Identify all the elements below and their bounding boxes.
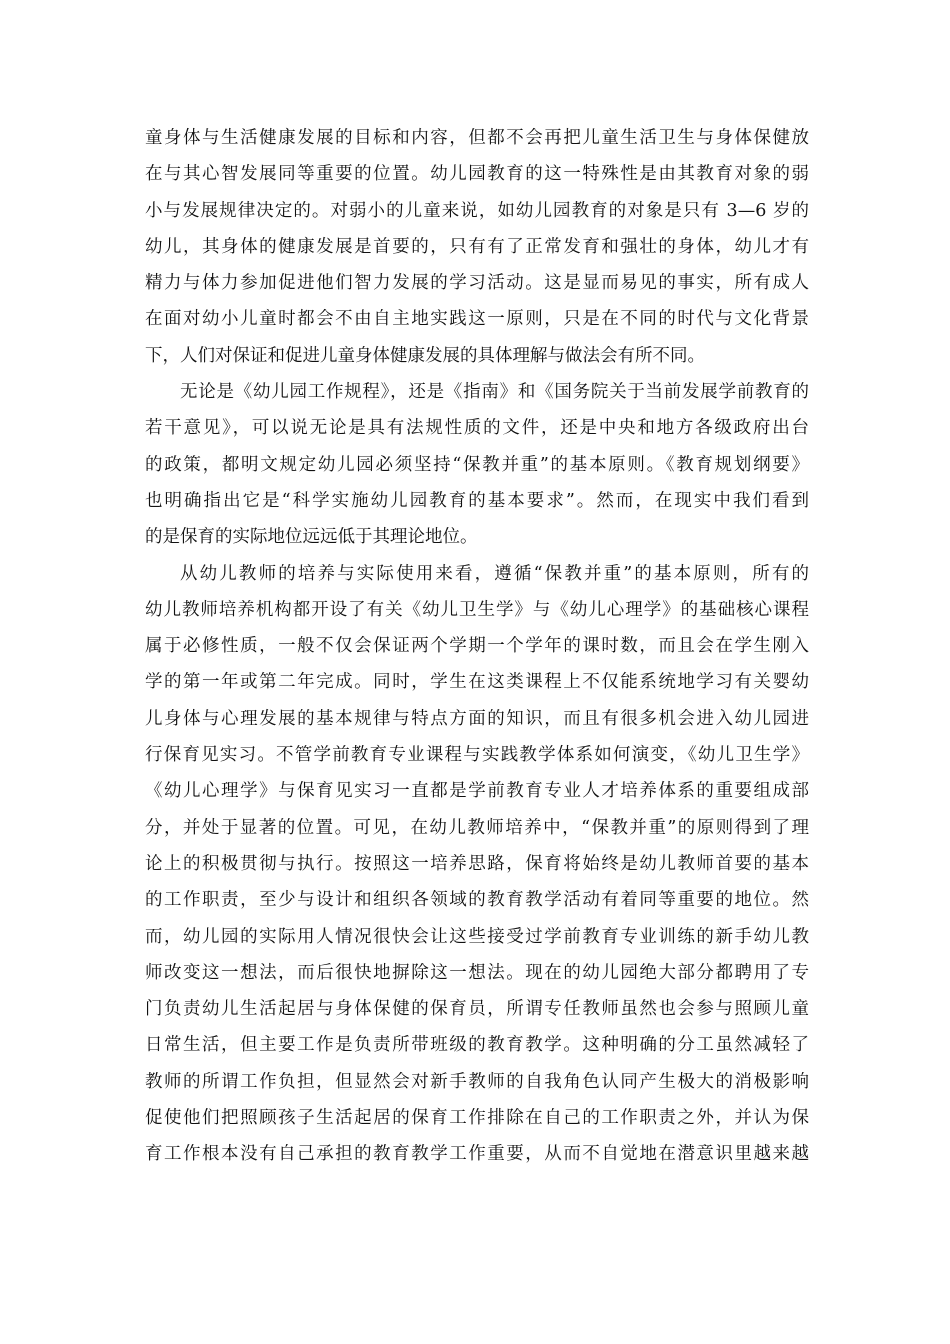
text-line: 在面对幼小儿童时都会不由自主地实践这一原则，只是在不同的时代与文化背景 xyxy=(145,309,809,330)
body-text xyxy=(145,120,809,1173)
text-line: 促使他们把照顾孩子生活起居的保育工作排除在自己的工作职责之外，并认为保 xyxy=(145,1108,809,1129)
text-line: 下，人们对保证和促进儿童身体健康发展的具体理解与做法会有所不同。 xyxy=(145,345,705,366)
text-line: 精力与体力参加促进他们智力发展的学习活动。这是显而易见的事实，所有成人 xyxy=(145,273,809,294)
text-line: 师改变这一想法，而后很快地摒除这一想法。现在的幼儿园绝大部分都聘用了专 xyxy=(145,962,809,983)
text-line: 的工作职责，至少与设计和组织各领域的教育教学活动有着同等重要的地位。然 xyxy=(145,890,809,911)
text-line: 幼儿，其身体的健康发展是首要的，只有有了正常发育和强壮的身体，幼儿才有 xyxy=(145,236,809,257)
text-line: 分，并处于显著的位置。可见，在幼儿教师培养中，“保教并重”的原则得到了理 xyxy=(145,817,809,838)
text-line: 论上的积极贯彻与执行。按照这一培养思路，保育将始终是幼儿教师首要的基本 xyxy=(145,853,809,874)
text-line: 门负责幼儿生活起居与身体保健的保育员，所谓专任教师虽然也会参与照顾儿童 xyxy=(145,999,809,1020)
text-line: 儿身体与心理发展的基本规律与特点方面的知识，而且有很多机会进入幼儿园进 xyxy=(145,708,809,729)
text-line: 无论是《幼儿园工作规程》，还是《指南》和《国务院关于当前发展学前教育的 xyxy=(180,382,809,403)
text-line: 幼儿教师培养机构都开设了有关《幼儿卫生学》与《幼儿心理学》的基础核心课程 xyxy=(145,599,809,620)
text-line: 行保育见实习。不管学前教育专业课程与实践教学体系如何演变，《幼儿卫生学》 xyxy=(145,745,809,766)
text-line: 属于必修性质，一般不仅会保证两个学期一个学年的课时数，而且会在学生刚入 xyxy=(145,636,809,657)
text-line: 的政策，都明文规定幼儿园必须坚持“保教并重”的基本原则。《教育规划纲要》 xyxy=(145,454,809,475)
text-line: 若干意见》，可以说无论是具有法规性质的文件，还是中央和地方各级政府出台 xyxy=(145,418,809,439)
text-line: 小与发展规律决定的。对弱小的儿童来说，如幼儿园教育的对象是只有 3—6 岁的 xyxy=(145,200,809,221)
text-line: 育工作根本没有自己承担的教育教学工作重要，从而不自觉地在潜意识里越来越 xyxy=(145,1144,809,1165)
text-line: 教师的所谓工作负担，但显然会对新手教师的自我角色认同产生极大的消极影响 xyxy=(145,1071,809,1092)
text-line: 日常生活，但主要工作是负责所带班级的教育教学。这种明确的分工虽然减轻了 xyxy=(145,1035,809,1056)
text-line: 童身体与生活健康发展的目标和内容，但都不会再把儿童生活卫生与身体保健放 xyxy=(145,128,809,148)
text-line: 从幼儿教师的培养与实际使用来看，遵循“保教并重”的基本原则，所有的 xyxy=(180,563,809,584)
text-line: 也明确指出它是“科学实施幼儿园教育的基本要求”。然而，在现实中我们看到 xyxy=(145,490,809,511)
text-line: 学的第一年或第二年完成。同时，学生在这类课程上不仅能系统地学习有关婴幼 xyxy=(145,672,809,693)
text-line: 《幼儿心理学》与保育见实习一直都是学前教育专业人才培养体系的重要组成部 xyxy=(145,781,809,802)
text-line: 在与其心智发展同等重要的位置。幼儿园教育的这一特殊性是由其教育对象的弱 xyxy=(145,164,809,185)
text-line: 而，幼儿园的实际用人情况很快会让这些接受过学前教育专业训练的新手幼儿教 xyxy=(145,926,809,947)
text-line: 的是保育的实际地位远远低于其理论地位。 xyxy=(145,527,478,548)
